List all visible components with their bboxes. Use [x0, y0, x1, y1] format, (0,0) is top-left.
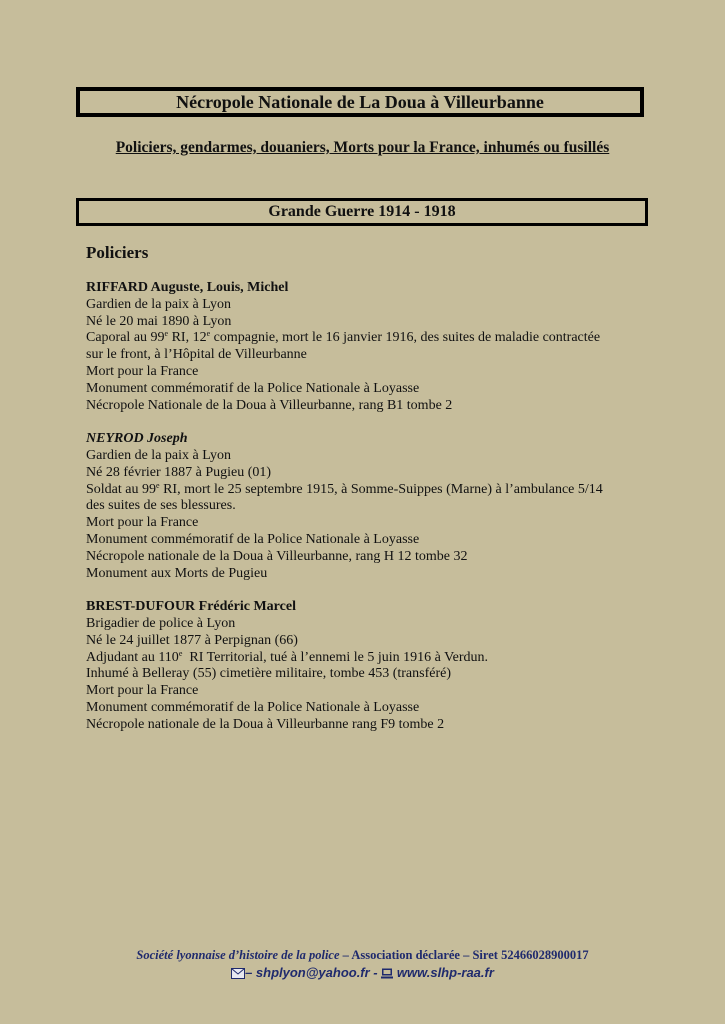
- entry-line: Monument commémoratif de la Police Nationale à Loyasse: [86, 531, 420, 547]
- entry-line: Né 28 février 1887 à Pugieu (01): [86, 464, 272, 480]
- footer-contact: [0, 964, 725, 984]
- entry-line: Nécropole nationale de la Doua à Villeurbanne, rang H 12 tombe 32: [86, 548, 468, 564]
- entry-line: Né le 20 mai 1890 à Lyon: [86, 313, 232, 329]
- section-title: Grande Guerre 1914 - 1918: [268, 203, 456, 220]
- footer: [0, 946, 725, 984]
- entry-line: sur le front, à l’Hôpital de Villeurbanne: [86, 347, 307, 363]
- entry-line: Adjudant au 110e RI Territorial, tué à l’ennemi le 5 juin 1916 à Verdun.: [86, 648, 489, 665]
- entry-line: Monument commémoratif de la Police Nationale à Loyasse: [86, 699, 420, 715]
- page-title-box: [76, 87, 644, 117]
- computer-icon: [381, 966, 393, 984]
- entry-name: BREST-DUFOUR Frédéric Marcel: [86, 599, 296, 615]
- entry-line: Soldat au 99e RI, mort le 25 septembre 1915, à Somme-Suippes (Marne) à l’ambulance 5/14: [86, 480, 603, 497]
- entry-line: Brigadier de police à Lyon: [86, 615, 236, 631]
- entry-line: Mort pour la France: [86, 683, 199, 699]
- association-info: – Association déclarée – Siret 52466028900017: [339, 948, 589, 962]
- entry-neyrod: [86, 431, 646, 582]
- page-subtitle: Policiers, gendarmes, douaniers, Morts pour la France, inhumés ou fusillés: [115, 139, 610, 156]
- entry-name: NEYROD Joseph: [86, 431, 188, 447]
- entry-line: Gardien de la paix à Lyon: [86, 296, 232, 312]
- website-link[interactable]: www.slhp-raa.fr: [393, 965, 494, 980]
- entry-name: RIFFARD Auguste, Louis, Michel: [86, 280, 289, 295]
- email-link[interactable]: – shplyon@yahoo.fr -: [245, 965, 382, 980]
- footer-line-1: [0, 946, 725, 964]
- envelope-icon: [231, 966, 245, 984]
- society-name: Société lyonnaise d’histoire de la police: [136, 948, 340, 962]
- entry-line: Mort pour la France: [86, 363, 199, 379]
- entry-line: Monument commémoratif de la Police Nationale à Loyasse: [86, 380, 420, 396]
- page-title: Nécropole Nationale de La Doua à Villeurbanne: [176, 92, 544, 112]
- entry-line: Monument aux Morts de Pugieu: [86, 565, 268, 581]
- entry-brest-dufour: [86, 599, 646, 733]
- entry-line: des suites de ses blessures.: [86, 498, 236, 514]
- entry-line: Nécropole Nationale de la Doua à Villeurbanne, rang B1 tombe 2: [86, 397, 453, 413]
- entry-line: Mort pour la France: [86, 515, 199, 531]
- entry-line: Caporal au 99e RI, 12e compagnie, mort le 16 janvier 1916, des suites de maladie contractée: [86, 329, 601, 346]
- entries-list: [86, 280, 646, 750]
- entry-line: Gardien de la paix à Lyon: [86, 447, 232, 463]
- entry-line: Nécropole nationale de la Doua à Villeurbanne rang F9 tombe 2: [86, 716, 445, 732]
- section-title-box: [76, 198, 648, 226]
- entry-riffard: [86, 280, 646, 414]
- entry-line: Né le 24 juillet 1877 à Perpignan (66): [86, 632, 298, 648]
- category-heading: Policiers: [86, 243, 149, 262]
- entry-line: Inhumé à Belleray (55) cimetière militaire, tombe 453 (transféré): [86, 666, 452, 682]
